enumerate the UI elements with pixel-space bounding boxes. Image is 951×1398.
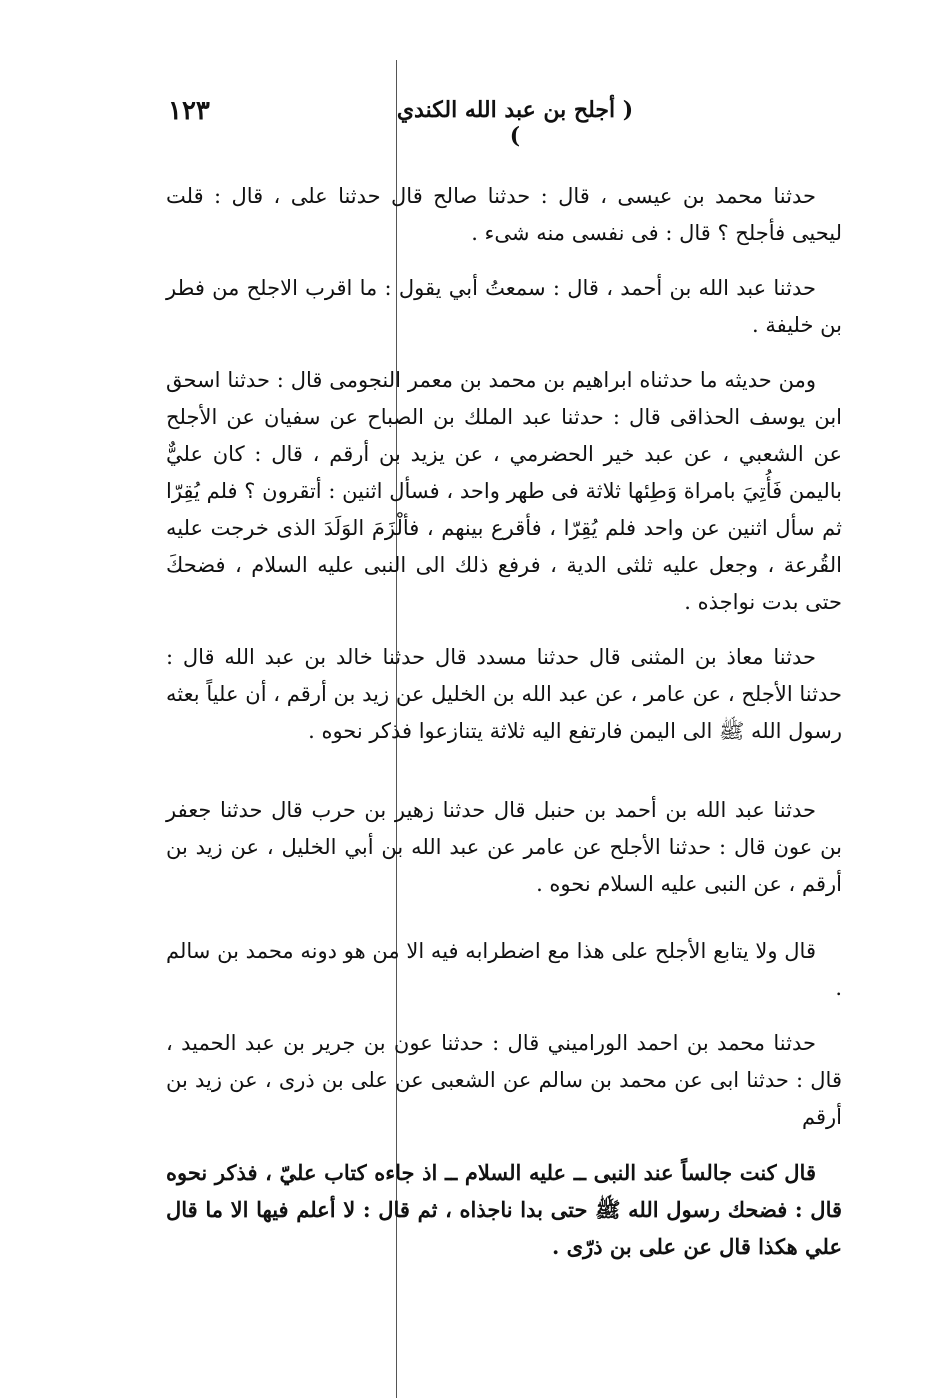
paragraph-7: حدثنا محمد بن احمد الوراميني قال : حدثنا عون بن جرير بن عبد الحميد ، قال : حدثنا ابى عن محمد بن سالم عن الشعبى عن على بن ذرى ، عن زيد بن أرقم (166, 1031, 842, 1129)
page-number: ١٢٣ (168, 96, 210, 126)
body-text (166, 178, 842, 1265)
running-title: ( أجلح بن عبد الله الكندي ) (396, 97, 634, 149)
paragraph-2: حدثنا عبد الله بن أحمد ، قال : سمعتُ أبي يقول : ما اقرب الاجلح من فطر بن خليفة . (166, 276, 842, 337)
paragraph-5: حدثنا عبد الله بن أحمد بن حنبل قال حدثنا زهير بن حرب قال حدثنا جعفر بن عون قال : حدثنا الأجلح عن عامر عن عبد الله بن أبي الخليل ، عن زيد بن أرقم ، عن النبى عليه السلام نحوه . (166, 798, 842, 896)
paragraph-8: قال كنت جالساً عند النبى ــ عليه السلام ــ اذ جاءه كتاب عليّ ، فذكر نحوه قال : فضحك رسول الله ﷺ حتى بدا ناجذاه ، ثم قال : لا أعلم فيها الا ما قال علي هكذا قال عن على بن ذرّى . (166, 1160, 842, 1259)
paragraph-3: ومن حديثه ما حدثناه ابراهيم بن محمد بن معمر النجومى قال : حدثنا اسحق ابن يوسف الحذاقى قال : حدثنا عبد الملك بن الصباح عن سفيان عن الأجلح عن الشعبي ، عن عبد خير الحضرمي ، عن يزيد بن أرقم ، قال : كان عليٌّ باليمن فَأُتِيَ بامراة وَطِئها ثلاثة فى طهر واحد ، فسأل اثنين : أتقرون ؟ فلم يُقِرّا ثم سأل اثنين عن واحد فلم يُقِرّا ، فأقرع بينهم ، فألْزَمَ الوَلَدَ الذى خرجت عليه القُرعة ، وجعل عليه ثلثى الدية ، فرفع ذلك الى النبى عليه السلام ، فضحكَ حتى بدت نواجذه . (166, 368, 842, 614)
paragraph-1: حدثنا محمد بن عيسى ، قال : حدثنا صالح قال حدثنا على ، قال : قلت ليحيى فأجلح ؟ قال : فى نفسى منه شىء . (166, 184, 842, 245)
paragraph-4: حدثنا معاذ بن المثنى قال حدثنا مسدد قال حدثنا خالد بن عبد الله قال : حدثنا الأجلح ، عن عامر ، عن عبد الله بن الخليل عن زيد بن أرقم ، أن علياً بعثه رسول الله ﷺ الى اليمن فارتفع اليه ثلاثة يتنازعوا فذكر نحوه . (166, 645, 842, 743)
paragraph-6: قال ولا يتابع الأجلح على هذا مع اضطرابه فيه الا من هو دونه محمد بن سالم . (166, 939, 842, 1000)
